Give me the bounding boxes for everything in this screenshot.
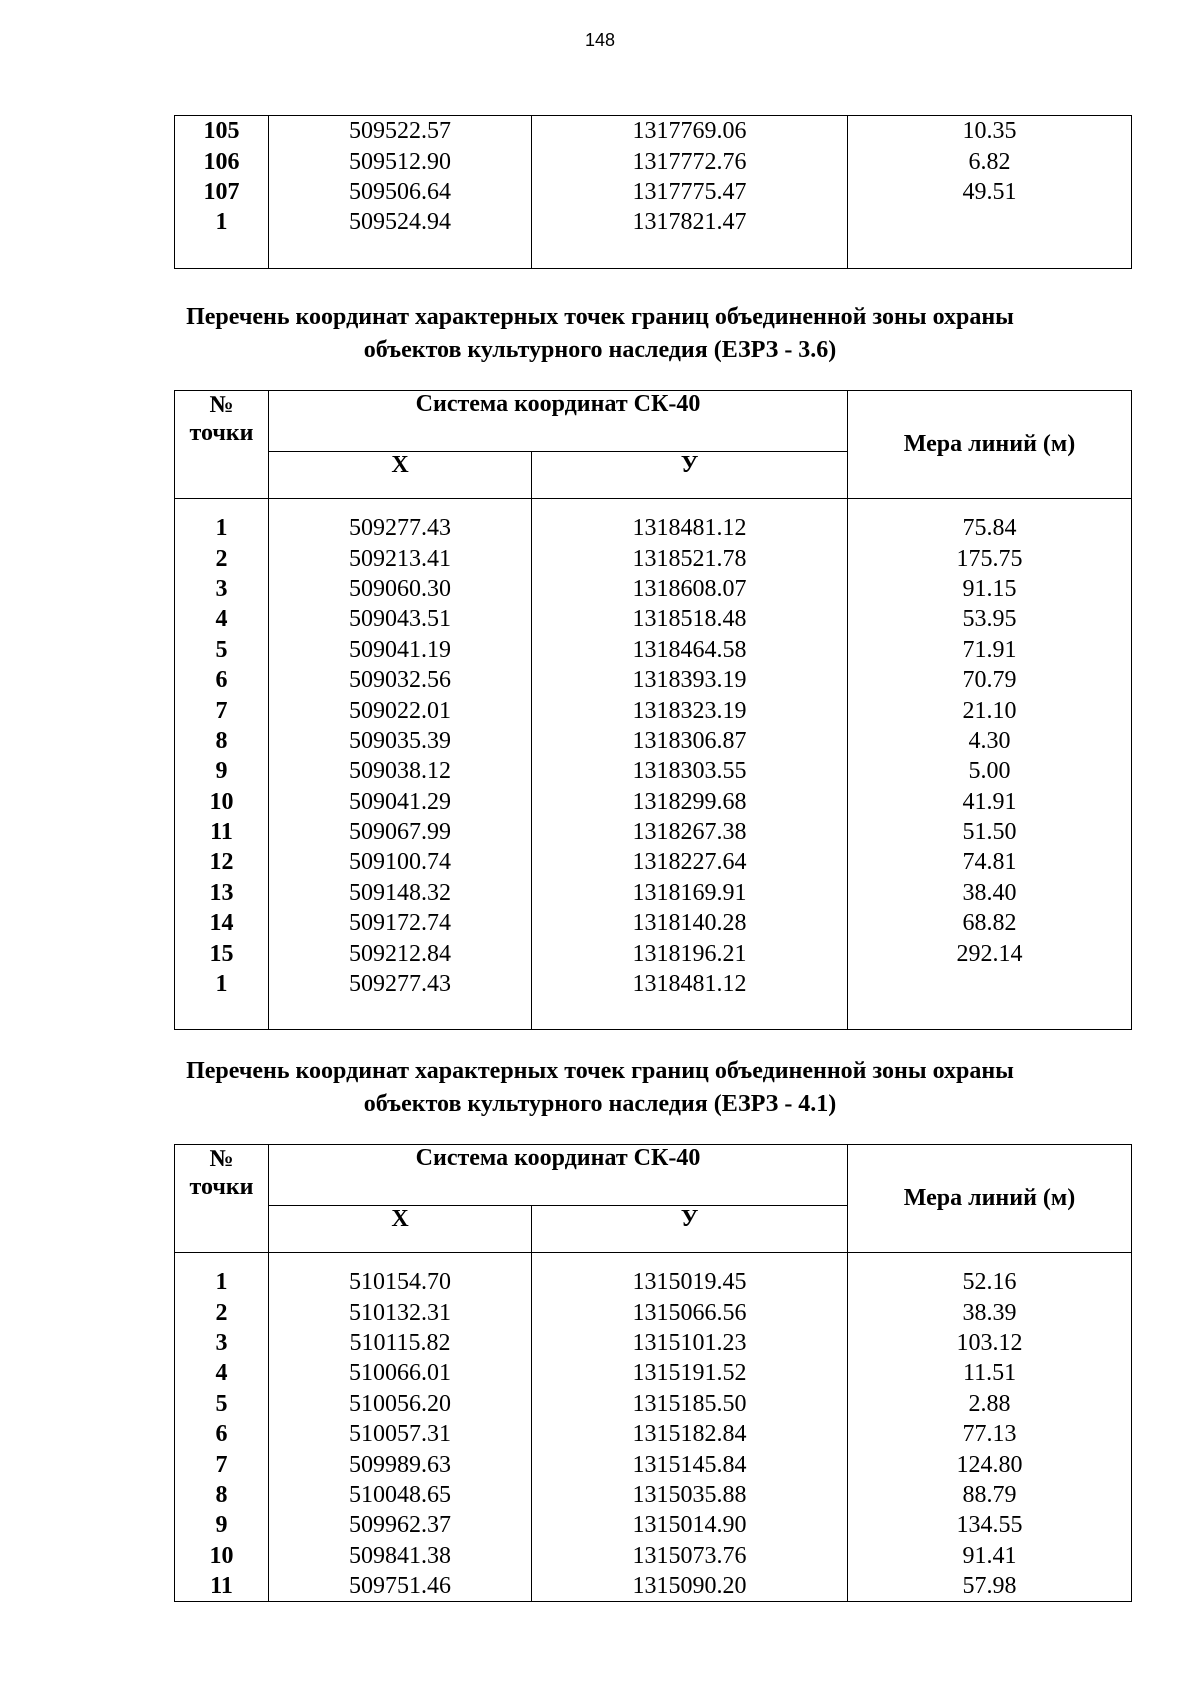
point-number-cell: 7	[175, 1449, 269, 1479]
point-number-cell: 1	[175, 1267, 269, 1297]
x-coordinate-cell: 510154.70	[269, 1267, 532, 1297]
line-measure-cell: 74.81	[848, 847, 1132, 877]
point-number-cell: 11	[175, 817, 269, 847]
line-measure-cell: 91.41	[848, 1541, 1132, 1571]
point-number-cell: 9	[175, 756, 269, 786]
coords-table-ezrz-3-6	[174, 390, 1132, 1030]
y-coordinate-cell: 1315101.23	[532, 1328, 848, 1358]
y-coordinate-cell: 1318323.19	[532, 695, 848, 725]
y-coordinate-cell: 1315185.50	[532, 1389, 848, 1419]
table-row	[175, 543, 1132, 573]
x-coordinate-cell: 509277.43	[269, 513, 532, 543]
point-number-cell: 14	[175, 908, 269, 938]
x-coordinate-cell: 509212.84	[269, 938, 532, 968]
line-measure-cell: 77.13	[848, 1419, 1132, 1449]
x-coordinate-cell: 509962.37	[269, 1510, 532, 1540]
header-coordinate-system: Система координат СК-40	[269, 391, 848, 452]
x-coordinate-cell: 509506.64	[269, 177, 532, 207]
x-coordinate-cell: 509512.90	[269, 146, 532, 176]
line-measure-cell: 41.91	[848, 787, 1132, 817]
x-coordinate-cell: 510132.31	[269, 1297, 532, 1327]
line-measure-cell: 71.91	[848, 635, 1132, 665]
line-measure-cell: 38.40	[848, 878, 1132, 908]
section-title-ezrz-3-6	[0, 301, 1200, 367]
point-number-cell: 1	[175, 207, 269, 237]
point-number-cell: 107	[175, 177, 269, 207]
y-coordinate-cell: 1318196.21	[532, 938, 848, 968]
point-number-cell: 105	[175, 116, 269, 147]
y-coordinate-cell: 1317821.47	[532, 207, 848, 237]
line-measure-cell: 88.79	[848, 1480, 1132, 1510]
table-row	[175, 1297, 1132, 1327]
table-row	[175, 1510, 1132, 1540]
header-point-number	[175, 1145, 269, 1253]
header-point-line1: №	[209, 392, 234, 418]
line-measure-cell: 10.35	[848, 116, 1132, 147]
y-coordinate-cell: 1315145.84	[532, 1449, 848, 1479]
line-measure-cell: 70.79	[848, 665, 1132, 695]
table-row	[175, 1267, 1132, 1297]
y-coordinate-cell: 1318306.87	[532, 726, 848, 756]
line-measure-cell: 103.12	[848, 1328, 1132, 1358]
y-coordinate-cell: 1317775.47	[532, 177, 848, 207]
line-measure-cell: 175.75	[848, 543, 1132, 573]
table-row	[175, 1541, 1132, 1571]
table-row	[175, 1389, 1132, 1419]
x-coordinate-cell: 510066.01	[269, 1358, 532, 1388]
y-coordinate-cell: 1318608.07	[532, 574, 848, 604]
line-measure-cell: 51.50	[848, 817, 1132, 847]
line-measure-cell: 2.88	[848, 1389, 1132, 1419]
y-coordinate-cell: 1315066.56	[532, 1297, 848, 1327]
line-measure-cell: 134.55	[848, 1510, 1132, 1540]
x-coordinate-cell: 509038.12	[269, 756, 532, 786]
table-row	[175, 1419, 1132, 1449]
table-row	[175, 574, 1132, 604]
table-row	[175, 513, 1132, 543]
point-number-cell: 9	[175, 1510, 269, 1540]
x-coordinate-cell: 509035.39	[269, 726, 532, 756]
table-row	[175, 1480, 1132, 1510]
x-coordinate-cell: 510115.82	[269, 1328, 532, 1358]
table-row	[175, 116, 1132, 147]
x-coordinate-cell: 509043.51	[269, 604, 532, 634]
line-measure-cell: 68.82	[848, 908, 1132, 938]
table-row	[175, 969, 1132, 999]
y-coordinate-cell: 1315073.76	[532, 1541, 848, 1571]
point-number-cell: 6	[175, 665, 269, 695]
table-row	[175, 726, 1132, 756]
spacer-row	[175, 238, 1132, 269]
spacer-row	[175, 1253, 1132, 1268]
y-coordinate-cell: 1315191.52	[532, 1358, 848, 1388]
table-row	[175, 878, 1132, 908]
header-line-measure: Мера линий (м)	[848, 1145, 1132, 1253]
point-number-cell: 6	[175, 1419, 269, 1449]
point-number-cell: 13	[175, 878, 269, 908]
y-coordinate-cell: 1317769.06	[532, 116, 848, 147]
section-title-line2: объектов культурного наследия (ЕЗРЗ - 3.6)	[363, 337, 837, 363]
point-number-cell: 2	[175, 543, 269, 573]
y-coordinate-cell: 1318393.19	[532, 665, 848, 695]
table-row	[175, 787, 1132, 817]
table-row	[175, 1328, 1132, 1358]
line-measure-cell: 124.80	[848, 1449, 1132, 1479]
spacer-row	[175, 999, 1132, 1030]
page-number: 148	[584, 30, 616, 50]
table-row	[175, 847, 1132, 877]
x-coordinate-cell: 509041.29	[269, 787, 532, 817]
x-coordinate-cell: 509032.56	[269, 665, 532, 695]
header-x: Х	[269, 452, 532, 499]
y-coordinate-cell: 1315090.20	[532, 1571, 848, 1602]
y-coordinate-cell: 1318267.38	[532, 817, 848, 847]
section-title-line1: Перечень координат характерных точек границ объединенной зоны охраны	[186, 1058, 1014, 1084]
table-row	[175, 908, 1132, 938]
table-row	[175, 604, 1132, 634]
line-measure-cell: 75.84	[848, 513, 1132, 543]
x-coordinate-cell: 509522.57	[269, 116, 532, 147]
line-measure-cell: 292.14	[848, 938, 1132, 968]
x-coordinate-cell: 509100.74	[269, 847, 532, 877]
table-row	[175, 177, 1132, 207]
y-coordinate-cell: 1318169.91	[532, 878, 848, 908]
y-coordinate-cell: 1318521.78	[532, 543, 848, 573]
section-title-ezrz-4-1	[0, 1055, 1200, 1121]
header-x: Х	[269, 1206, 532, 1253]
point-number-cell: 8	[175, 1480, 269, 1510]
x-coordinate-cell: 510048.65	[269, 1480, 532, 1510]
x-coordinate-cell: 509067.99	[269, 817, 532, 847]
header-point-line2: точки	[189, 420, 254, 446]
x-coordinate-cell: 509751.46	[269, 1571, 532, 1602]
y-coordinate-cell: 1318481.12	[532, 969, 848, 999]
point-number-cell: 12	[175, 847, 269, 877]
point-number-cell: 5	[175, 635, 269, 665]
table-row	[175, 665, 1132, 695]
line-measure-cell: 4.30	[848, 726, 1132, 756]
y-coordinate-cell: 1317772.76	[532, 146, 848, 176]
point-number-cell: 3	[175, 1328, 269, 1358]
point-number-cell: 1	[175, 513, 269, 543]
point-number-cell: 4	[175, 1358, 269, 1388]
x-coordinate-cell: 509041.19	[269, 635, 532, 665]
table-row	[175, 1571, 1132, 1602]
x-coordinate-cell: 509022.01	[269, 695, 532, 725]
point-number-cell: 3	[175, 574, 269, 604]
x-coordinate-cell: 509277.43	[269, 969, 532, 999]
table-row	[175, 1358, 1132, 1388]
table-row	[175, 635, 1132, 665]
x-coordinate-cell: 509060.30	[269, 574, 532, 604]
table-row	[175, 1449, 1132, 1479]
table-row	[175, 756, 1132, 786]
table-row	[175, 207, 1132, 237]
coords-table-ezrz-4-1	[174, 1144, 1132, 1602]
header-y: У	[532, 452, 848, 499]
header-y: У	[532, 1206, 848, 1253]
x-coordinate-cell: 510057.31	[269, 1419, 532, 1449]
line-measure-cell: 57.98	[848, 1571, 1132, 1602]
line-measure-cell	[848, 969, 1132, 999]
y-coordinate-cell: 1318140.28	[532, 908, 848, 938]
header-line-measure: Мера линий (м)	[848, 391, 1132, 499]
y-coordinate-cell: 1318303.55	[532, 756, 848, 786]
line-measure-cell: 5.00	[848, 756, 1132, 786]
y-coordinate-cell: 1318518.48	[532, 604, 848, 634]
point-number-cell: 11	[175, 1571, 269, 1602]
header-point-number	[175, 391, 269, 499]
table-row	[175, 146, 1132, 176]
point-number-cell: 1	[175, 969, 269, 999]
point-number-cell: 7	[175, 695, 269, 725]
x-coordinate-cell: 509148.32	[269, 878, 532, 908]
x-coordinate-cell: 509989.63	[269, 1449, 532, 1479]
x-coordinate-cell: 509524.94	[269, 207, 532, 237]
line-measure-cell	[848, 207, 1132, 237]
point-number-cell: 106	[175, 146, 269, 176]
table-row	[175, 695, 1132, 725]
line-measure-cell: 53.95	[848, 604, 1132, 634]
point-number-cell: 2	[175, 1297, 269, 1327]
section-title-line1: Перечень координат характерных точек границ объединенной зоны охраны	[186, 304, 1014, 330]
point-number-cell: 10	[175, 1541, 269, 1571]
line-measure-cell: 11.51	[848, 1358, 1132, 1388]
spacer-row	[175, 499, 1132, 514]
y-coordinate-cell: 1315182.84	[532, 1419, 848, 1449]
x-coordinate-cell: 509213.41	[269, 543, 532, 573]
coords-table-continuation	[174, 115, 1132, 269]
line-measure-cell: 21.10	[848, 695, 1132, 725]
point-number-cell: 8	[175, 726, 269, 756]
point-number-cell: 4	[175, 604, 269, 634]
header-point-line2: точки	[189, 1174, 254, 1200]
y-coordinate-cell: 1315014.90	[532, 1510, 848, 1540]
x-coordinate-cell: 509841.38	[269, 1541, 532, 1571]
line-measure-cell: 49.51	[848, 177, 1132, 207]
line-measure-cell: 38.39	[848, 1297, 1132, 1327]
table-row	[175, 817, 1132, 847]
y-coordinate-cell: 1318464.58	[532, 635, 848, 665]
point-number-cell: 10	[175, 787, 269, 817]
point-number-cell: 15	[175, 938, 269, 968]
y-coordinate-cell: 1318299.68	[532, 787, 848, 817]
y-coordinate-cell: 1315019.45	[532, 1267, 848, 1297]
section-title-line2: объектов культурного наследия (ЕЗРЗ - 4.1)	[363, 1091, 837, 1117]
header-point-line1: №	[209, 1146, 234, 1172]
y-coordinate-cell: 1318227.64	[532, 847, 848, 877]
point-number-cell: 5	[175, 1389, 269, 1419]
line-measure-cell: 52.16	[848, 1267, 1132, 1297]
line-measure-cell: 91.15	[848, 574, 1132, 604]
line-measure-cell: 6.82	[848, 146, 1132, 176]
x-coordinate-cell: 510056.20	[269, 1389, 532, 1419]
x-coordinate-cell: 509172.74	[269, 908, 532, 938]
table-row	[175, 938, 1132, 968]
y-coordinate-cell: 1315035.88	[532, 1480, 848, 1510]
header-coordinate-system: Система координат СК-40	[269, 1145, 848, 1206]
y-coordinate-cell: 1318481.12	[532, 513, 848, 543]
